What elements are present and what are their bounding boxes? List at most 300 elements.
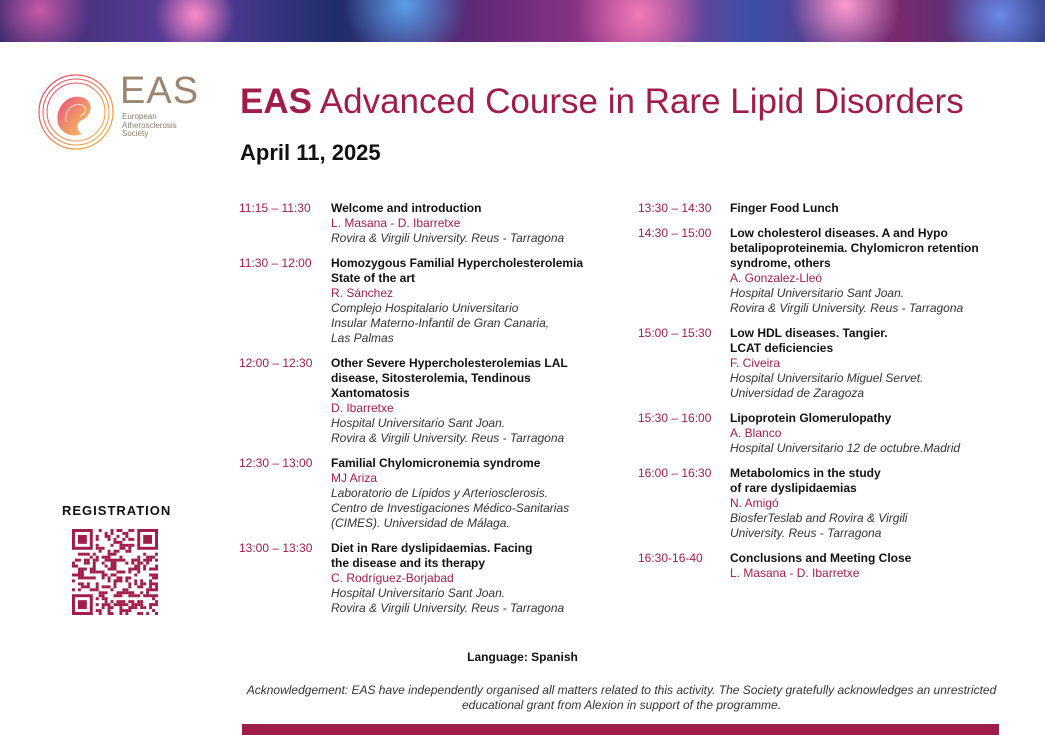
- qr-module: [93, 568, 96, 571]
- qr-module: [143, 606, 146, 609]
- session-time: 13:30 – 14:30: [638, 201, 712, 215]
- qr-module: [99, 591, 102, 594]
- qr-module: [122, 571, 125, 574]
- session-time: 13:00 – 13:30: [239, 541, 313, 555]
- session-institution: Complejo Hospitalario Universitario Insular Materno-Infantil de Gran Canaria, Las Palmas: [331, 301, 550, 345]
- qr-module: [119, 544, 122, 547]
- qr-module: [131, 544, 134, 547]
- qr-module: [78, 573, 81, 576]
- qr-module: [105, 532, 108, 535]
- qr-module: [125, 579, 128, 582]
- qr-module: [155, 588, 158, 591]
- qr-module: [140, 606, 143, 609]
- eas-logo-emblem-icon: [36, 72, 116, 152]
- qr-module: [143, 565, 146, 568]
- qr-module: [128, 571, 131, 574]
- qr-module: [93, 553, 96, 556]
- footer-bar: [242, 724, 999, 735]
- qr-module: [111, 529, 114, 532]
- qr-module: [137, 571, 140, 574]
- qr-module: [131, 562, 134, 565]
- qr-module: [102, 603, 105, 606]
- qr-module: [155, 565, 158, 568]
- qr-module: [78, 571, 81, 574]
- qr-module: [108, 585, 111, 588]
- qr-module: [99, 571, 102, 574]
- qr-module: [155, 559, 158, 562]
- qr-module: [119, 559, 122, 562]
- qr-module: [119, 556, 122, 559]
- qr-module: [128, 600, 131, 603]
- qr-module: [119, 591, 122, 594]
- qr-module: [152, 556, 155, 559]
- qr-module: [155, 568, 158, 571]
- qr-module: [149, 568, 152, 571]
- qr-module: [111, 600, 114, 603]
- qr-module: [99, 547, 102, 550]
- qr-module: [116, 579, 119, 582]
- session-time: 11:15 – 11:30: [239, 201, 311, 215]
- qr-module: [78, 582, 81, 585]
- qr-module: [149, 594, 152, 597]
- qr-module: [152, 573, 155, 576]
- qr-module: [134, 579, 137, 582]
- qr-module: [131, 600, 134, 603]
- qr-module: [114, 538, 117, 541]
- session-details: [331, 356, 599, 446]
- qr-module: [114, 553, 117, 556]
- qr-module: [125, 588, 128, 591]
- qr-module: [81, 582, 84, 585]
- qr-module: [122, 538, 125, 541]
- session-details: [331, 256, 599, 346]
- qr-module: [137, 565, 140, 568]
- session-speaker: F. Civeira: [730, 356, 781, 370]
- session-details: [730, 226, 1008, 316]
- qr-module: [146, 588, 149, 591]
- qr-module: [149, 606, 152, 609]
- qr-module: [137, 568, 140, 571]
- qr-module: [131, 591, 134, 594]
- session-institution: Hospital Universitario Sant Joan. Rovira & Virgili University. Reus - Tarragona: [331, 586, 565, 615]
- logo-wordmark: EAS: [120, 70, 200, 112]
- qr-module: [87, 576, 90, 579]
- qr-module: [78, 535, 87, 544]
- program-session: [638, 411, 1008, 456]
- qr-module: [125, 550, 128, 553]
- qr-module: [84, 553, 87, 556]
- session-details: [730, 551, 1008, 581]
- qr-module: [146, 591, 149, 594]
- qr-module: [78, 600, 87, 609]
- qr-module: [111, 612, 114, 615]
- qr-module: [72, 588, 75, 591]
- session-details: [730, 466, 1008, 541]
- qr-module: [114, 541, 117, 544]
- session-details: [730, 326, 1008, 401]
- qr-module: [114, 565, 117, 568]
- session-speaker: C. Rodríguez-Borjabad: [331, 571, 454, 585]
- qr-module: [99, 550, 102, 553]
- qr-module: [155, 573, 158, 576]
- qr-module: [134, 606, 137, 609]
- session-time: 15:00 – 15:30: [638, 326, 712, 340]
- qr-module: [122, 609, 125, 612]
- qr-module: [131, 538, 134, 541]
- qr-module: [116, 576, 119, 579]
- qr-module: [140, 591, 143, 594]
- qr-module: [108, 612, 111, 615]
- session-title: Low HDL diseases. Tangier. LCAT deficiencies: [730, 326, 888, 355]
- qr-module: [111, 606, 114, 609]
- qr-module: [122, 547, 125, 550]
- session-time: 16:30-16-40: [638, 551, 703, 565]
- program-left-column: [239, 201, 599, 626]
- qr-module: [125, 562, 128, 565]
- qr-module: [122, 532, 125, 535]
- qr-module: [128, 576, 131, 579]
- logo-subtitle: [122, 113, 202, 139]
- qr-module: [134, 603, 137, 606]
- qr-module: [152, 609, 155, 612]
- qr-module: [78, 553, 81, 556]
- qr-module: [155, 600, 158, 603]
- page-title: [240, 82, 964, 122]
- session-speaker: N. Amigó: [730, 496, 779, 510]
- qr-module: [119, 603, 122, 606]
- qr-module: [152, 603, 155, 606]
- qr-module: [122, 588, 125, 591]
- header-banner-image: [0, 0, 1045, 42]
- qr-module: [81, 573, 84, 576]
- qr-module: [131, 603, 134, 606]
- qr-module: [99, 609, 102, 612]
- qr-module: [128, 585, 131, 588]
- qr-module: [96, 544, 99, 547]
- qr-module: [155, 576, 158, 579]
- qr-module: [105, 535, 108, 538]
- qr-module: [128, 609, 131, 612]
- qr-module: [81, 576, 84, 579]
- qr-module: [96, 535, 99, 538]
- qr-module: [108, 538, 111, 541]
- qr-module: [116, 600, 119, 603]
- qr-module: [137, 562, 140, 565]
- qr-module: [111, 588, 114, 591]
- session-title: Conclusions and Meeting Close: [730, 551, 912, 565]
- qr-module: [143, 559, 146, 562]
- session-speaker: A. Gonzalez-Lleó: [730, 271, 823, 285]
- program-session: [638, 201, 1008, 216]
- qr-module: [102, 576, 105, 579]
- qr-module: [116, 603, 119, 606]
- qr-module: [119, 609, 122, 612]
- qr-module: [102, 585, 105, 588]
- qr-module: [114, 582, 117, 585]
- qr-module: [87, 585, 90, 588]
- qr-module: [119, 541, 122, 544]
- qr-module: [96, 585, 99, 588]
- qr-module: [99, 529, 102, 532]
- qr-module: [128, 594, 131, 597]
- qr-module: [105, 597, 108, 600]
- qr-module: [93, 559, 96, 562]
- acknowledgement-text: Acknowledgement: EAS have independently organised all matters related to this activity. The Society gratefully acknowledges an unrestricted educational grant from Alexion in support of the programme.: [246, 683, 997, 712]
- qr-module: [87, 562, 90, 565]
- qr-module: [102, 597, 105, 600]
- session-title: Welcome and introduction: [331, 201, 482, 215]
- qr-module: [84, 559, 87, 562]
- qr-module: [114, 603, 117, 606]
- qr-module: [119, 612, 122, 615]
- program-session: [239, 256, 599, 346]
- qr-module: [116, 591, 119, 594]
- program-session: [239, 201, 599, 246]
- qr-module: [72, 573, 75, 576]
- program-session: [638, 551, 1008, 581]
- qr-module: [128, 582, 131, 585]
- logo-sub-line: European: [122, 112, 157, 121]
- session-time: 11:30 – 12:00: [239, 256, 312, 270]
- qr-module: [149, 585, 152, 588]
- session-title: Low cholesterol diseases. A and Hypo betalipoproteinemia. Chylomicron retention syndrome, others: [730, 226, 979, 270]
- qr-module: [152, 576, 155, 579]
- qr-module: [75, 573, 78, 576]
- qr-module: [137, 594, 140, 597]
- qr-module: [140, 582, 143, 585]
- qr-module: [131, 606, 134, 609]
- qr-module: [143, 594, 146, 597]
- qr-module: [131, 568, 134, 571]
- qr-module: [119, 529, 122, 532]
- qr-module: [87, 582, 90, 585]
- qr-module: [72, 562, 75, 565]
- qr-module: [116, 529, 119, 532]
- qr-module: [119, 606, 122, 609]
- qr-module: [116, 541, 119, 544]
- logo-sub-line: Society: [122, 129, 149, 138]
- qr-module: [96, 609, 99, 612]
- qr-module: [140, 579, 143, 582]
- qr-module: [108, 609, 111, 612]
- qr-module: [116, 571, 119, 574]
- logo-sub-line: Atherosclerosis: [122, 120, 177, 130]
- qr-module: [99, 594, 102, 597]
- qr-module: [96, 571, 99, 574]
- qr-module: [102, 556, 105, 559]
- qr-module: [155, 585, 158, 588]
- qr-module: [140, 612, 143, 615]
- qr-module: [128, 529, 131, 532]
- qr-module: [155, 582, 158, 585]
- qr-module: [96, 559, 99, 562]
- qr-module: [128, 550, 131, 553]
- session-details: [730, 411, 1008, 456]
- qr-module: [128, 547, 131, 550]
- qr-module: [149, 582, 152, 585]
- qr-module: [125, 532, 128, 535]
- qr-module: [90, 571, 93, 574]
- qr-module: [155, 612, 158, 615]
- session-title: Other Severe Hypercholesterolemias LAL disease, Sitosterolemia, Tendinous Xantomatosis: [331, 356, 568, 400]
- session-speaker: MJ Ariza: [331, 471, 378, 485]
- qr-module: [114, 568, 117, 571]
- qr-module: [122, 603, 125, 606]
- qr-module: [146, 562, 149, 565]
- qr-module: [119, 571, 122, 574]
- qr-module: [152, 568, 155, 571]
- qr-module: [93, 565, 96, 568]
- qr-module: [128, 568, 131, 571]
- qr-module: [72, 565, 75, 568]
- qr-module: [149, 559, 152, 562]
- qr-module: [114, 579, 117, 582]
- program-session: [638, 466, 1008, 541]
- qr-module: [114, 585, 117, 588]
- qr-module: [116, 535, 119, 538]
- qr-module: [125, 535, 128, 538]
- session-title: Familial Chylomicronemia syndrome: [331, 456, 541, 470]
- qr-module: [111, 559, 114, 562]
- qr-module: [108, 606, 111, 609]
- qr-module: [75, 565, 78, 568]
- qr-module: [134, 568, 137, 571]
- qr-module: [125, 609, 128, 612]
- registration-label: REGISTRATION: [62, 503, 172, 518]
- qr-module: [146, 594, 149, 597]
- session-time: 16:00 – 16:30: [638, 466, 712, 480]
- qr-module: [108, 579, 111, 582]
- session-institution: Laboratorio de Lípidos y Arteriosclerosis. Centro de Investigaciones Médico-Sanitarias (CIMES). Universidad de Málaga.: [331, 486, 570, 530]
- qr-module: [152, 582, 155, 585]
- qr-module: [105, 573, 108, 576]
- qr-module: [137, 603, 140, 606]
- qr-module: [146, 556, 149, 559]
- qr-module: [87, 553, 90, 556]
- qr-module: [125, 603, 128, 606]
- qr-module: [105, 565, 108, 568]
- session-title: Finger Food Lunch: [730, 201, 839, 215]
- session-institution: Hospital Universitario Miguel Servet. Universidad de Zaragoza: [730, 371, 924, 400]
- qr-module: [140, 585, 143, 588]
- session-speaker: D. Ibarretxe: [331, 401, 394, 415]
- session-institution: Rovira & Virgili University. Reus - Tarragona: [331, 231, 565, 245]
- session-title: Homozygous Familial Hypercholesterolemia State of the art: [331, 256, 584, 285]
- qr-module: [90, 568, 93, 571]
- language-note: Language: Spanish: [467, 650, 578, 664]
- qr-module: [102, 594, 105, 597]
- qr-module: [84, 576, 87, 579]
- session-institution: Hospital Universitario Sant Joan. Rovira & Virgili University. Reus - Tarragona: [730, 286, 964, 315]
- qr-module: [122, 591, 125, 594]
- qr-module: [90, 588, 93, 591]
- session-details: [331, 201, 599, 246]
- qr-module: [114, 559, 117, 562]
- qr-module: [111, 532, 114, 535]
- qr-module: [149, 603, 152, 606]
- qr-module: [125, 576, 128, 579]
- qr-module: [125, 591, 128, 594]
- qr-module: [102, 562, 105, 565]
- qr-module: [105, 559, 108, 562]
- qr-module: [105, 556, 108, 559]
- qr-module: [105, 585, 108, 588]
- session-details: [331, 541, 599, 616]
- qr-module: [119, 600, 122, 603]
- program-session: [638, 226, 1008, 316]
- qr-module: [134, 565, 137, 568]
- session-speaker: R. Sánchez: [331, 286, 394, 300]
- qr-module: [131, 594, 134, 597]
- qr-module: [143, 553, 146, 556]
- qr-module: [96, 556, 99, 559]
- session-time: 12:00 – 12:30: [239, 356, 313, 370]
- qr-module: [143, 582, 146, 585]
- qr-module: [81, 571, 84, 574]
- qr-module: [125, 544, 128, 547]
- qr-module: [111, 568, 114, 571]
- qr-module: [134, 594, 137, 597]
- qr-module: [93, 571, 96, 574]
- qr-module: [114, 562, 117, 565]
- qr-module: [111, 553, 114, 556]
- qr-module: [108, 556, 111, 559]
- qr-module: [119, 594, 122, 597]
- qr-module: [137, 585, 140, 588]
- qr-module: [102, 591, 105, 594]
- qr-module: [149, 588, 152, 591]
- qr-module: [96, 582, 99, 585]
- qr-module: [152, 597, 155, 600]
- program-session: [638, 326, 1008, 401]
- qr-module: [140, 600, 143, 603]
- session-speaker: L. Masana - D. Ibarretxe: [331, 216, 461, 230]
- qr-module: [93, 588, 96, 591]
- qr-module: [111, 562, 114, 565]
- qr-module: [84, 562, 87, 565]
- qr-module: [84, 585, 87, 588]
- program-session: [239, 456, 599, 531]
- qr-module: [114, 573, 117, 576]
- qr-module: [114, 550, 117, 553]
- qr-module: [93, 562, 96, 565]
- qr-module: [102, 573, 105, 576]
- qr-module: [155, 553, 158, 556]
- qr-module: [78, 576, 81, 579]
- qr-module: [149, 556, 152, 559]
- qr-module: [108, 576, 111, 579]
- qr-module: [134, 573, 137, 576]
- qr-module: [137, 556, 140, 559]
- session-details: [331, 456, 599, 531]
- qr-module: [116, 594, 119, 597]
- qr-module: [137, 600, 140, 603]
- qr-module: [96, 603, 99, 606]
- qr-module: [140, 562, 143, 565]
- qr-module: [108, 550, 111, 553]
- qr-module: [131, 529, 134, 532]
- qr-module: [140, 603, 143, 606]
- qr-module: [105, 603, 108, 606]
- qr-module: [152, 588, 155, 591]
- registration-qr-code[interactable]: [72, 529, 158, 615]
- session-speaker: L. Masana - D. Ibarretxe: [730, 566, 860, 580]
- program-right-column: [638, 201, 1008, 591]
- qr-module: [81, 553, 84, 556]
- qr-module: [119, 579, 122, 582]
- qr-module: [72, 579, 75, 582]
- qr-module: [78, 559, 81, 562]
